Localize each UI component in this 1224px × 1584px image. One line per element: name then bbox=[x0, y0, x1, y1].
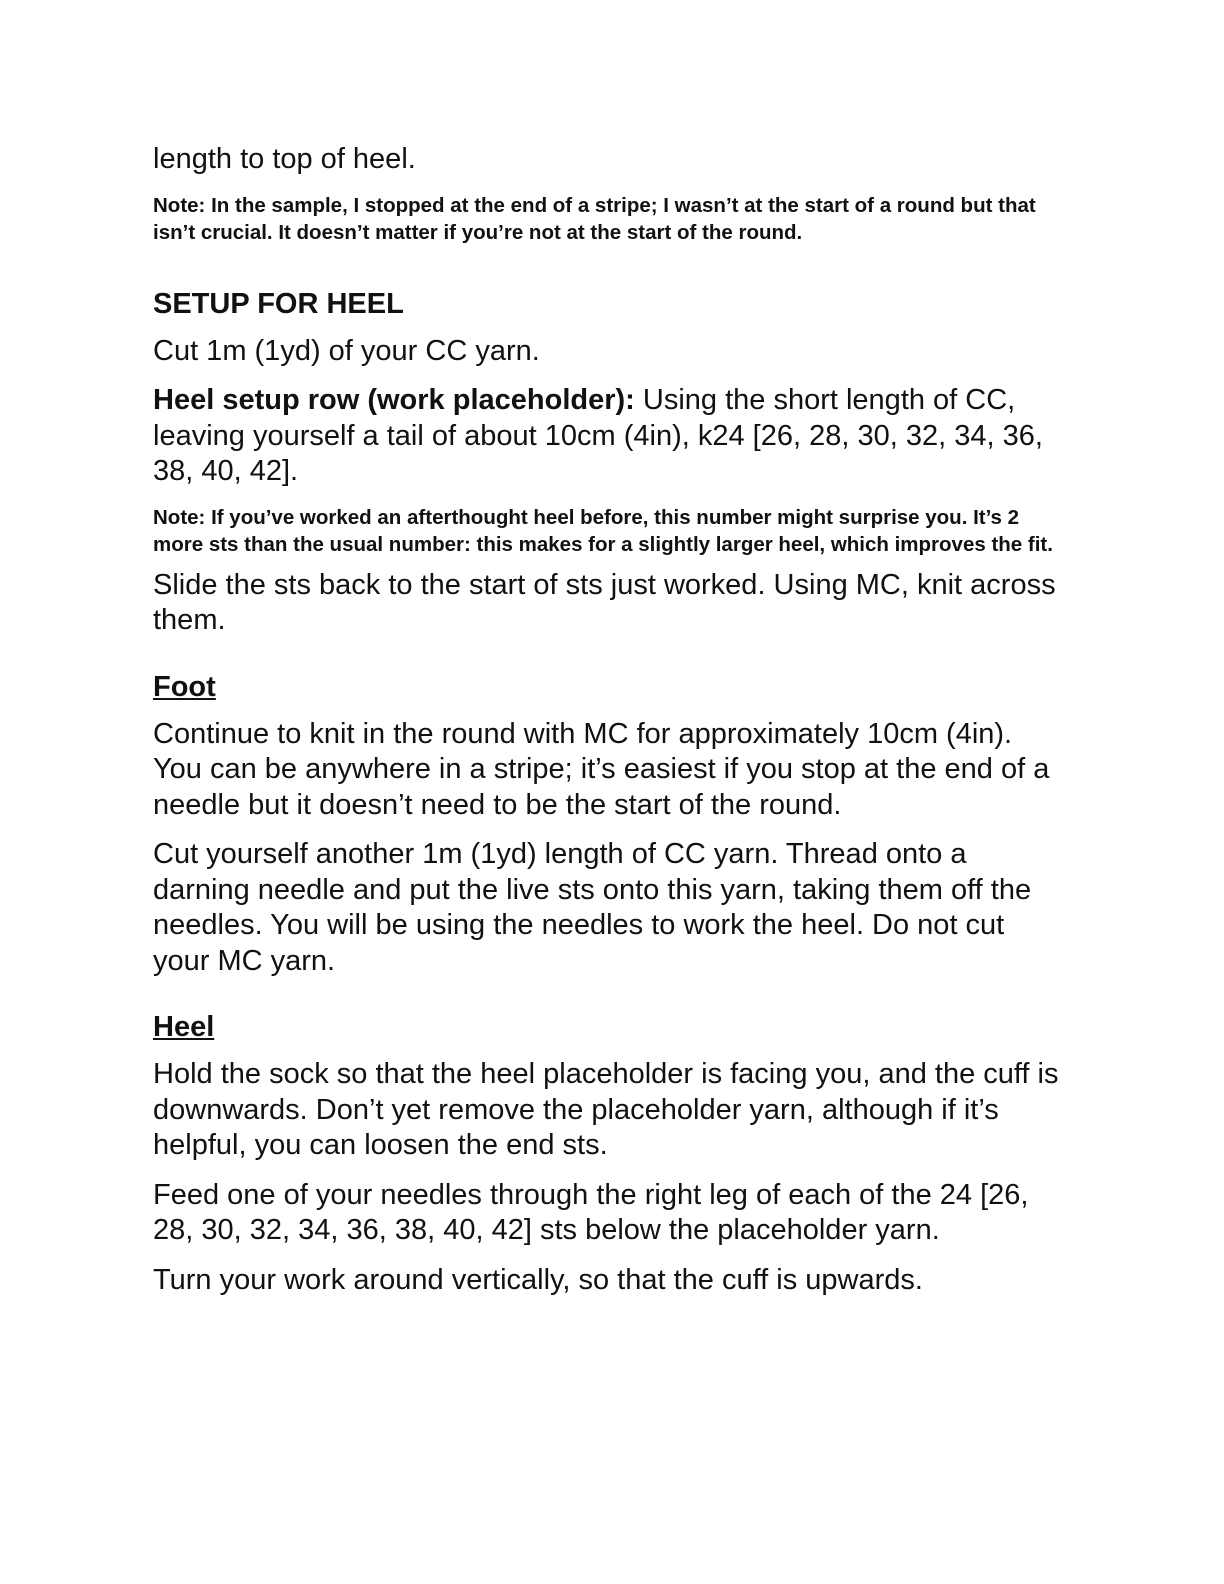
intro-continuation: length to top of heel. bbox=[153, 143, 416, 175]
heel-paragraph-2: Feed one of your needles through the right leg of each of the 24 [26, 28, 30, 32, 34, 36, 38, 40, 42] sts below the placeholder yarn. bbox=[153, 1178, 1029, 1246]
heel-setup-row bbox=[153, 383, 1063, 490]
setup-heading: SETUP FOR HEEL bbox=[153, 287, 404, 320]
setup-cut-instruction: Cut 1m (1yd) of your CC yarn. bbox=[153, 334, 540, 367]
foot-paragraph-2: Cut yourself another 1m (1yd) length of CC yarn. Thread onto a darning needle and put the live sts onto this yarn, taking them off the needles. You will be using the needles to work the heel. Do not cut your MC yarn. bbox=[153, 838, 1032, 977]
foot-heading: Foot bbox=[153, 670, 216, 703]
heel-setup-row-text: Using the short length of CC, leaving yourself a tail of about 10cm (4in), k24 [26, 28, 30, 32, 34, 36, 38, 40, 42]. bbox=[153, 384, 1043, 487]
intro-note: Note: In the sample, I stopped at the end of a stripe; I wasn’t at the start of a round but that isn’t crucial. It doesn’t matter if you’re not at the start of the round. bbox=[153, 193, 1036, 244]
setup-slide-instruction: Slide the sts back to the start of sts just worked. Using MC, knit across them. bbox=[153, 568, 1056, 636]
foot-paragraph-1: Continue to knit in the round with MC for approximately 10cm (4in). You can be anywhere in a stripe; it’s easiest if you stop at the end of a needle but it doesn’t need to be the start of the round. bbox=[153, 717, 1050, 821]
setup-note: Note: If you’ve worked an afterthought heel before, this number might surprise you. It’s 2 more sts than the usual number: this makes for a slightly larger heel, which improves the fit. bbox=[153, 505, 1053, 556]
document-page bbox=[153, 142, 1063, 1312]
heel-paragraph-1: Hold the sock so that the heel placeholder is facing you, and the cuff is downwards. Don’t yet remove the placeholder yarn, although if it’s helpful, you can loosen the end sts. bbox=[153, 1058, 1059, 1161]
heel-heading: Heel bbox=[153, 1011, 215, 1043]
heel-paragraph-3: Turn your work around vertically, so that the cuff is upwards. bbox=[153, 1263, 923, 1296]
heel-setup-row-label: Heel setup row (work placeholder): bbox=[153, 384, 635, 416]
